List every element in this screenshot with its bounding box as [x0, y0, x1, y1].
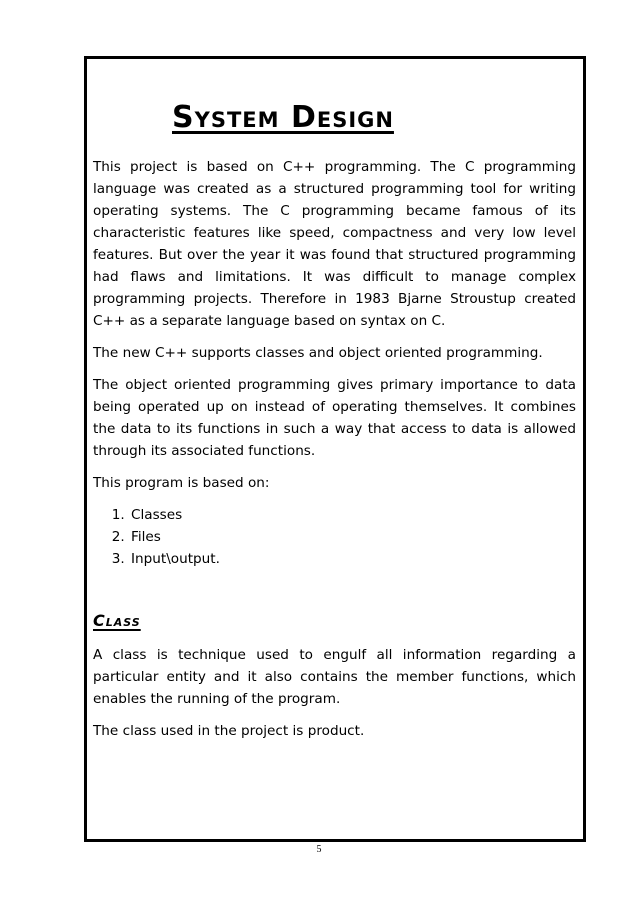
oop-paragraph: The object oriented programming gives primary importance to data being operated up on instead of operating themselves. It combines the data to its functions in such a way that access to data is allowed through its associated functions.: [93, 377, 576, 459]
class-section-heading: Class: [93, 611, 141, 630]
class-usage-paragraph: The class used in the project is product.: [93, 723, 365, 739]
page-number: 5: [316, 844, 322, 855]
list-item: 2. Files: [129, 526, 576, 548]
list-item: 1. Classes: [129, 504, 576, 526]
based-on-paragraph: This program is based on:: [93, 475, 270, 491]
intro-paragraph: This project is based on C++ programming. The C programming language was created as a structured programming tool for writing operating systems. The C programming became famous of its characteristic features like speed, compactness and very low level features. But over the year it was found that structured programming had flaws and limitations. It was difficult to manage complex programming projects. Therefore in 1983 Bjarne Stroustup created C++ as a separate language based on syntax on C.: [93, 159, 576, 329]
cpp-supports-paragraph: The new C++ supports classes and object oriented programming.: [93, 345, 543, 361]
list-item: 3. Input\output.: [129, 548, 576, 570]
page-title: System Design: [172, 100, 394, 135]
document-body: [93, 156, 576, 752]
class-definition-paragraph: A class is technique used to engulf all information regarding a particular entity and it also contains the member functions, which enables the running of the program.: [93, 647, 576, 707]
basis-list: [93, 504, 576, 570]
